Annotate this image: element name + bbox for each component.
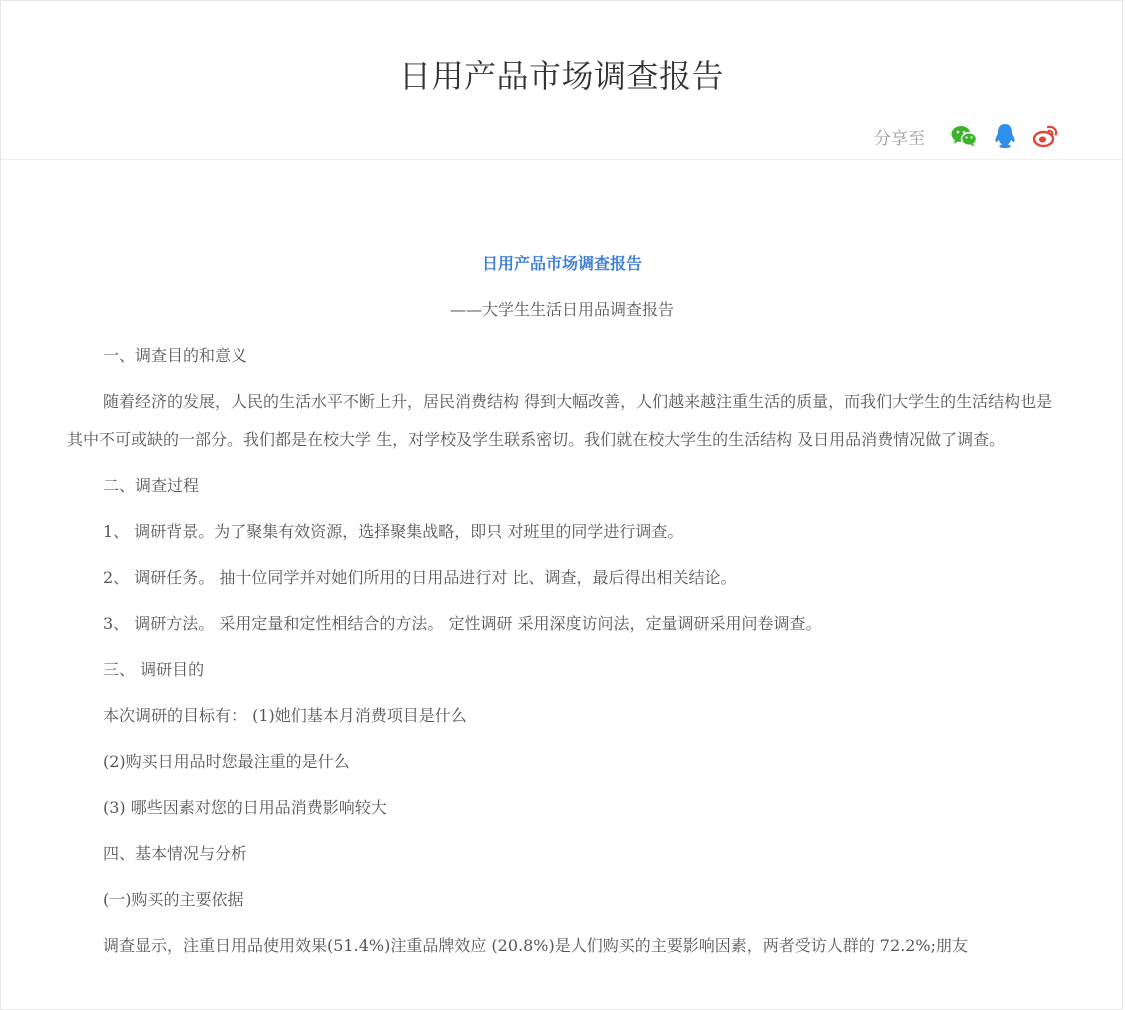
paragraph: 本次调研的目标有： (1)她们基本月消费项目是什么 bbox=[103, 706, 467, 725]
section-heading: 一、调查目的和意义 bbox=[103, 346, 248, 365]
list-item: 1、 调研背景。为了聚集有效资源，选择聚集战略，即只 对班里的同学进行调查。 bbox=[103, 522, 684, 541]
paragraph: (2)购买日用品时您最注重的是什么 bbox=[103, 752, 350, 771]
paragraph: 随着经济的发展，人民的生活水平不断上升，居民消费结构 得到大幅改善，人们越来越注重生活的质量，而我们大学生的生活结构也是其中不可或缺的一部分。我们都是在校大学 生，对学校及学生联系密切。我们就在校大学生的生活结构 及日用品消费情况做了调查。 bbox=[67, 392, 1053, 449]
qq-icon[interactable] bbox=[991, 122, 1019, 150]
list-item: 2、 调研任务。 抽十位同学并对她们所用的日用品进行对 比、调查，最后得出相关结论。 bbox=[103, 568, 737, 587]
paragraph: (3) 哪些因素对您的日用品消费影响较大 bbox=[103, 798, 387, 817]
article-title: 日用产品市场调查报告 bbox=[481, 254, 642, 273]
wechat-icon[interactable] bbox=[950, 122, 978, 150]
page-title: 日用产品市场调查报告 bbox=[398, 57, 724, 95]
section-heading: 四、基本情况与分析 bbox=[103, 844, 248, 863]
section-heading: 二、调查过程 bbox=[103, 476, 200, 495]
weibo-icon[interactable] bbox=[1032, 122, 1060, 150]
article-content bbox=[67, 241, 1057, 969]
list-item: 3、 调研方法。 采用定量和定性相结合的方法。 定性调研 采用深度访问法，定量调研采用问卷调查。 bbox=[103, 614, 822, 633]
sub-heading: (一)购买的主要依据 bbox=[103, 890, 244, 909]
share-label: 分享至 bbox=[874, 128, 925, 149]
share-bar bbox=[874, 122, 1060, 150]
paragraph: 调查显示，注重日用品使用效果(51.4%)注重品牌效应 (20.8%)是人们购买的主要影响因素，两者受访人群的 72.2%;朋友 bbox=[103, 936, 969, 955]
page-header bbox=[1, 1, 1122, 160]
section-heading: 三、 调研目的 bbox=[103, 660, 205, 679]
article-subtitle: ——大学生生活日用品调查报告 bbox=[449, 300, 674, 319]
